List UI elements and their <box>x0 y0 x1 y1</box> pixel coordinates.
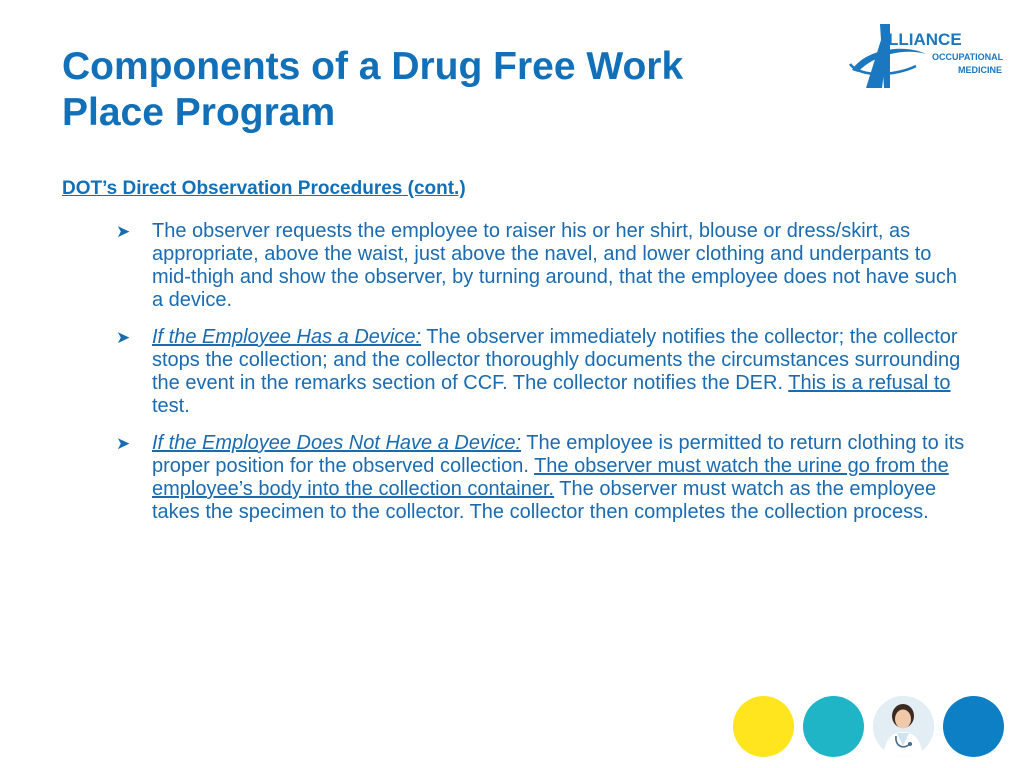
section-heading: DOT’s Direct Observation Procedures (cont.) <box>62 178 466 199</box>
list-item <box>112 432 972 524</box>
page-title <box>62 44 822 136</box>
yellow-circle-icon <box>733 696 794 757</box>
alliance-logo <box>846 18 1006 98</box>
doctor-icon <box>873 696 934 757</box>
bullet-text: The employee is permitted to return clothing to its proper position for the observed collection. <box>152 432 965 477</box>
title-line-1: Components of a Drug Free Work <box>62 45 684 88</box>
teal-circle-icon <box>803 696 864 757</box>
bullet-text: The observer immediately notifies the collector; the collector stops the collection; and the collector thoroughly documents the circumstances surrounding the event in the remarks section of CCF. The collector notifies the DER. <box>152 326 961 394</box>
list-item <box>112 220 972 312</box>
bullet-tail: The observer must watch as the employee takes the specimen to the collector. The collector then completes the collection process. <box>152 478 937 523</box>
bullet-lead: If the Employee Has a Device: <box>152 326 422 348</box>
logo-wordmark: LLIANCE <box>888 30 962 49</box>
bullet-list <box>112 220 972 538</box>
bullet-lead: If the Employee Does Not Have a Device: <box>152 432 522 454</box>
blue-circle-icon <box>943 696 1004 757</box>
bullet-underlined-text: The observer must watch the urine go from the employee’s body into the collection container. <box>152 455 949 500</box>
list-item <box>112 326 972 418</box>
arrow-bullet-icon: ➤ <box>116 328 131 347</box>
arrow-bullet-icon: ➤ <box>116 222 131 241</box>
logo-subtext-occupational: OCCUPATIONAL <box>932 52 1004 62</box>
bullet-underlined-text: This is a refusal to <box>788 372 951 394</box>
title-line-2: Place Program <box>62 91 336 134</box>
bullet-text: The observer requests the employee to raiser his or her shirt, blouse or dress/skirt, as appropriate, above the waist, just above the navel, and lower clothing and underpants to mid-thigh and show the observer, by turning around, that the employee does not have such a device. <box>152 220 957 311</box>
logo-subtext-medicine: MEDICINE <box>958 65 1003 75</box>
doctor-photo-circle <box>873 696 934 757</box>
bullet-tail: test. <box>152 395 190 417</box>
arrow-bullet-icon: ➤ <box>116 434 131 453</box>
